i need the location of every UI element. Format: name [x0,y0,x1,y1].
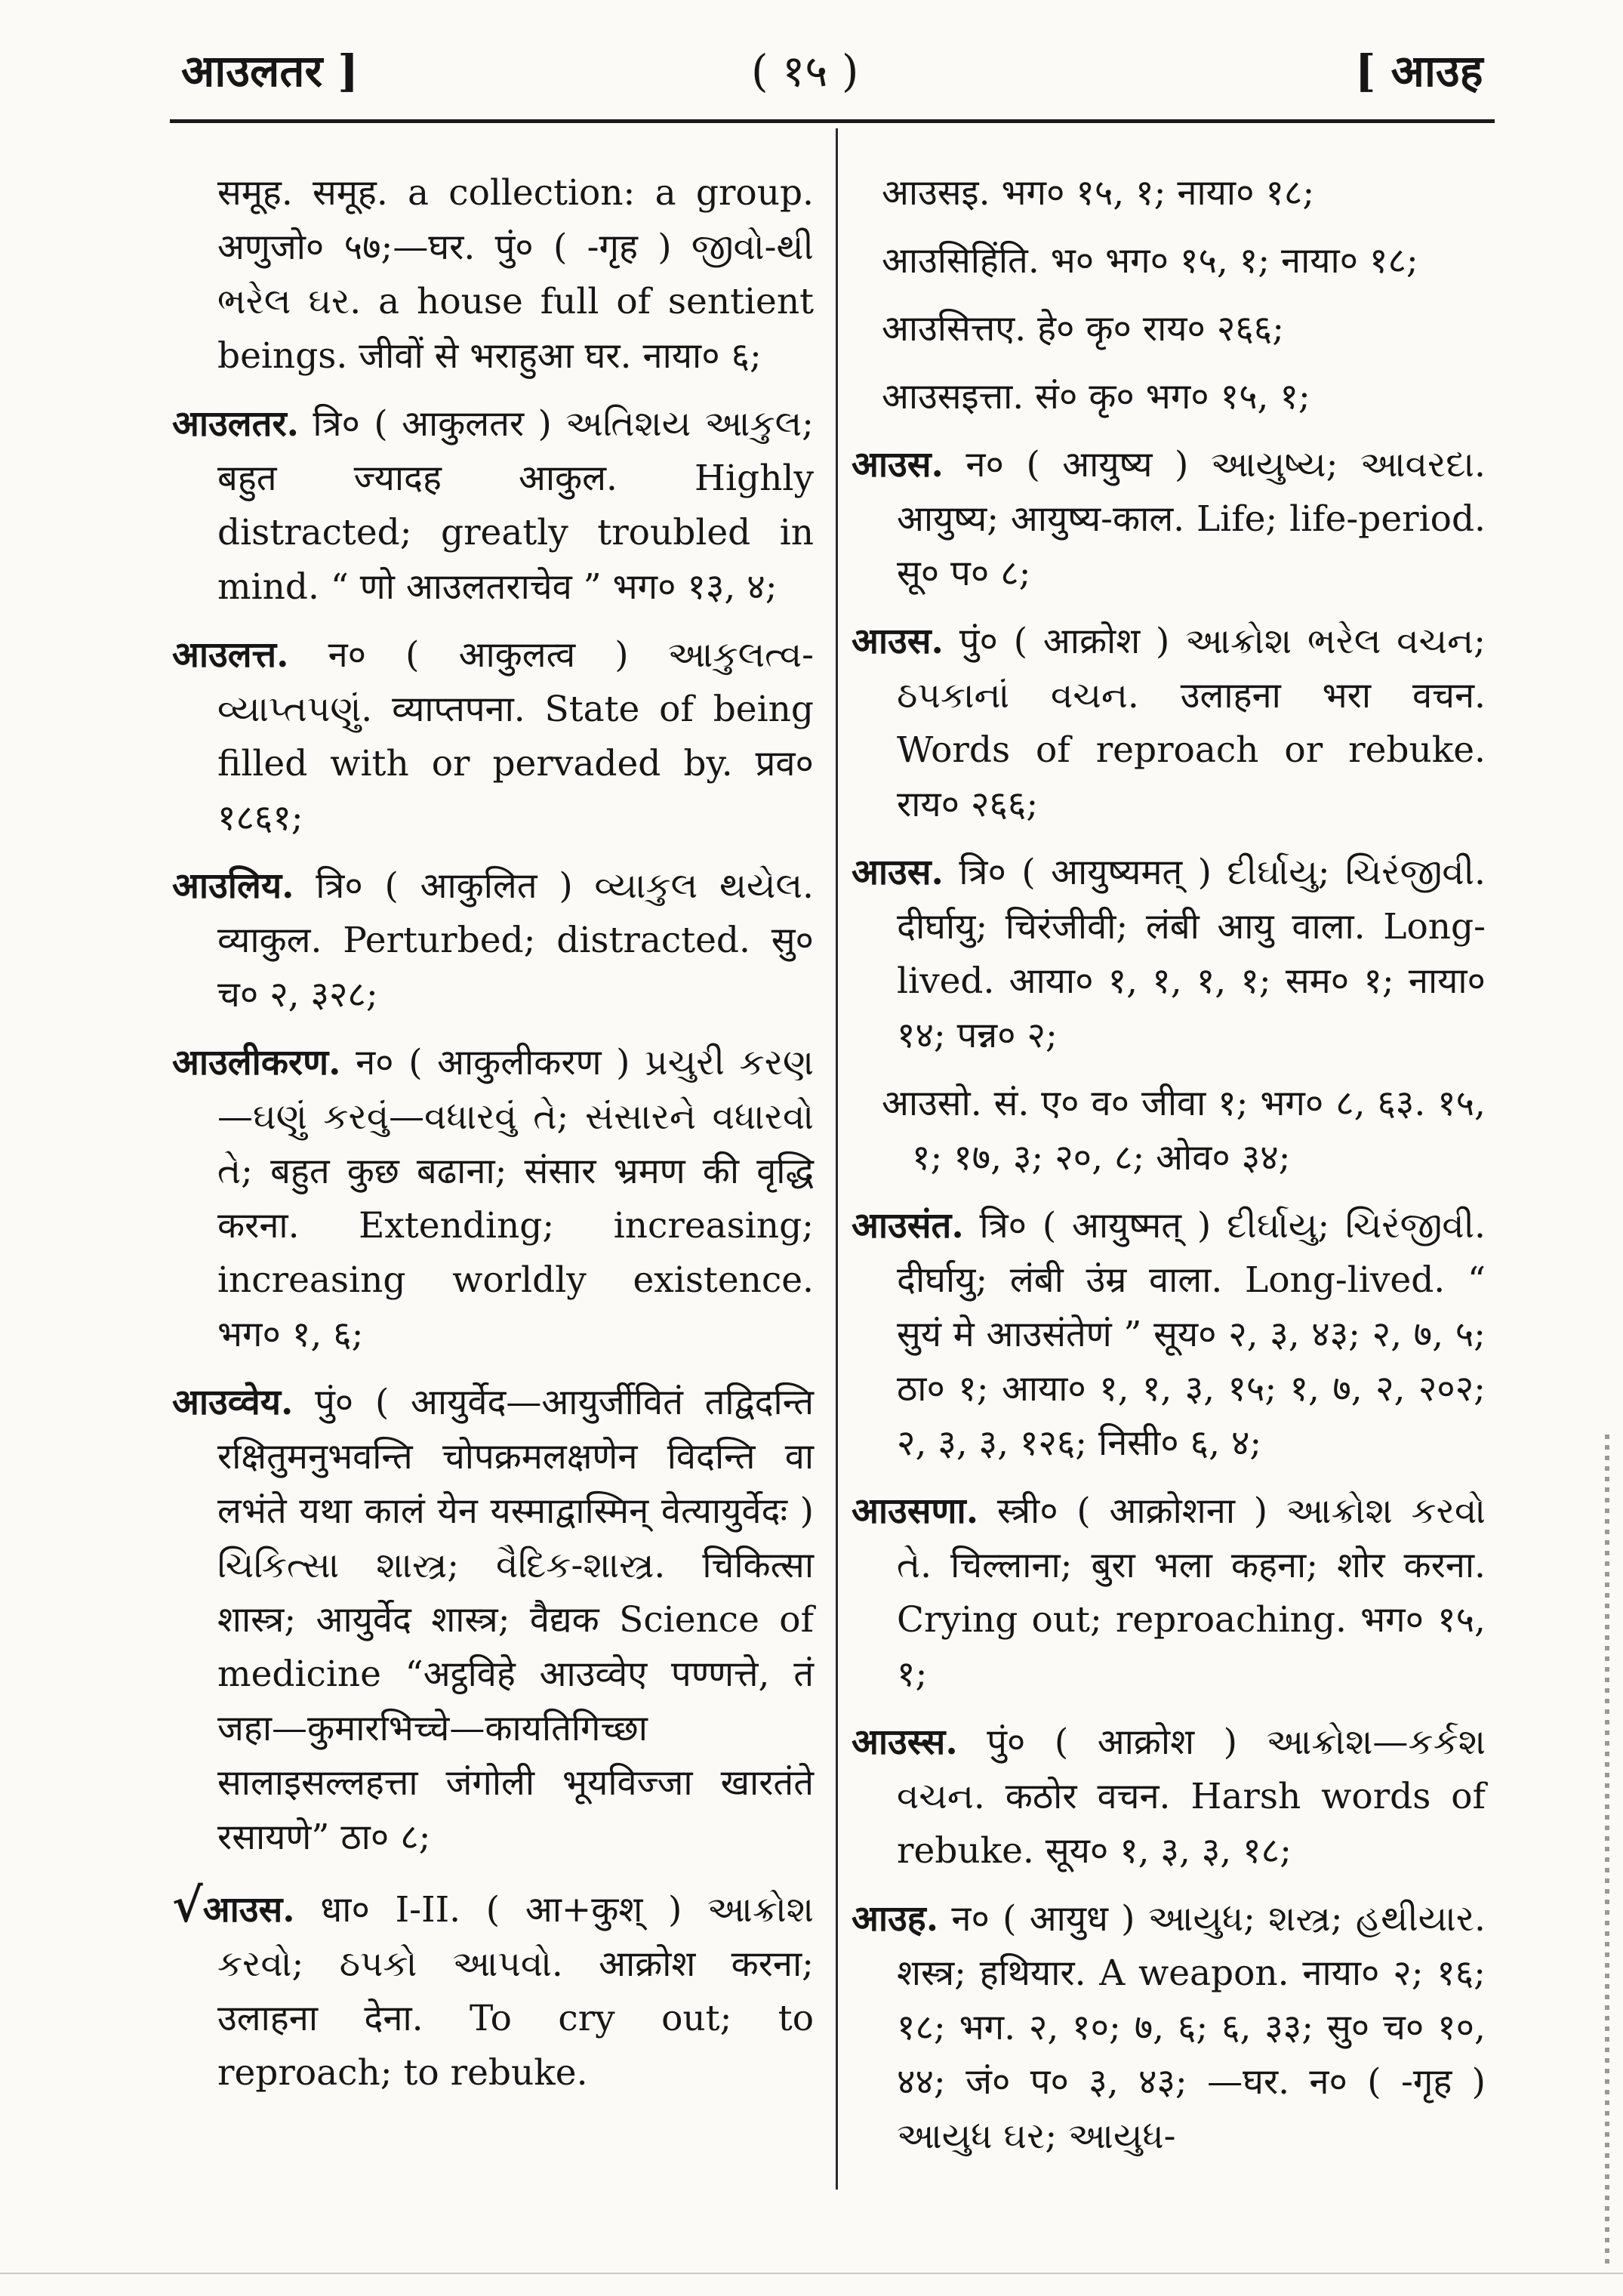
entry-headword: आउलिय. [172,865,294,907]
entry-headword: आउस्स. [852,1721,958,1763]
header-left-guideword: आउलतर ] [181,45,359,97]
entry-headword: आउसणा. [852,1490,979,1532]
binding-edge [1605,1435,1609,2265]
entry-headword: आउस. [202,1889,295,1931]
entry-headword: आउलत्त. [172,634,289,676]
checkmark-icon: √ [172,1878,203,1933]
dictionary-entry: आउह. न० ( आयुध ) આયુધ; શસ્ત્ર; હથીયાર. शस्त्र; हथियार. A weapon. नाया० २; १६; १८; भग. २, १०; ७, ६; ६, ३३; सु० च० १०, ४४; जं० प० ३, ४३; —घर. न० ( -गृह ) આયુધ ઘર; આયુધ- [852,1898,1486,2157]
column-divider [836,128,838,2190]
dictionary-subentry: आउसिहिंति. भ० भग० १५, १; नाया० १८; [882,240,1418,282]
header-right-guideword: [ आउह [1355,45,1483,97]
dictionary-subentry: आउसइ. भग० १५, १; नाया० १८; [882,172,1315,214]
dictionary-subentry: आउसो. सं. ए० व० जीवा १; भग० ८, ६३. १५, १; १७, ३; २०, ८; ओव० ३४; [882,1083,1486,1179]
dictionary-entry: आउसंत. त्रि० ( आयुष्मत् ) દીર્ઘાયુ; ચિરંજીવી. दीर्घायु; लंबी उंम्र वाला. Long-lived. “ सुयं मे आउसंतेणं ” सूय० २, ३, ४३; २, ७, ५; ठा० १; आया० १, १, ३, १५; १, ७, २, २०२; २, ३, ३, १२६; निसी० ६, ४; [852,1205,1486,1464]
entry-headword: आउलीकरण. [172,1042,341,1083]
dictionary-entry: आउसणा. स्त्री० ( आक्रोशना ) આક્રોશ કરવો તે. चिल्लाना; बुरा भला कहना; शोर करना. Crying out; reproaching. भग० १५, १; [852,1490,1486,1695]
dictionary-subentry: आउसित्तए. हे० कृ० राय० २६६; [882,308,1285,350]
header-rule [170,119,1495,123]
right-column [852,166,1486,2177]
left-column [172,166,814,2114]
entry-headword: आउस. [852,444,944,485]
entry-headword: आउह. [852,1898,939,1940]
entry-headword: आउस. [852,852,944,893]
dictionary-entry: आउस. पुं० ( आक्रोश ) આક્રોશ ભરેલ વચન; ઠપકાનાં વચન. उलाहना भरा वचन. Words of reproach or rebuke. राय० २६६; [852,621,1486,825]
dictionary-entry: आउस. न० ( आयुष्य ) આયુષ્ય; આવરદા. आयुष्य; आयुष्य-काल. Life; life-period. सू० प० ८; [852,444,1486,594]
dictionary-entry: आउलतर. त्रि० ( आकुलतर ) અતિશય આકુલ; बहुत ज्यादह आकुल. Highly distracted; greatly troubled in mind. “ णो आउलतराचेव ” भग० १३, ४; [172,403,814,608]
page-number: ( १५ ) [751,45,859,97]
entry-headword: आउसंत. [852,1205,964,1247]
entry-headword: आउलतर. [172,403,300,445]
dictionary-entry: समूह. समूह. a collection: a group. अणुजो० ५७;—घर. पुं० ( -गृह ) જીવો-થી ભરેલ ઘર. a house full of sentient beings. जीवों से भराहुआ घर. नाया० ६; [217,172,814,377]
entry-headword: आउस. [852,621,944,662]
dictionary-entry: आउलिय. त्रि० ( आकुलित ) વ્યાકુલ થયેલ. व्याकुल. Perturbed; distracted. सु० च० २, ३२८; [172,865,814,1015]
dictionary-subentry: आउसइत्ता. सं० कृ० भग० १५, १; [882,376,1310,418]
dictionary-entry: आउव्वेय. पुं० ( आयुर्वेद—आयुर्जीवितं तद्विदन्ति रक्षितुमनुभवन्ति चोपक्रमलक्षणेन विदन्ति वा लभंते यथा कालं येन यस्माद्वास्मिन् वेत्यायुर्वेदः ) ચિકિત્સા શાસ્ત્ર; વૈદિક-શાસ્ત્ર. चिकित्सा शास्त्र; आयुर्वेद शास्त्र; वैद्यक Science of medicine “अट्ठविहे आउव्वेए पण्णत्ते, तं जहा—कुमारभिच्चे—कायतिगिच्छा सालाइसल्लहत्ता जंगोली भूयविज्जा खारतंते रसायणे” ठा० ८; [172,1382,814,1858]
dictionary-entry: आउस. त्रि० ( आयुष्यमत् ) દીર્ઘાયુ; ચિરંજીવી. दीर्घायु; चिरंजीवी; लंबी आयु वाला. Long-lived. आया० १, १, १, १; सम० १; नाया० १४; पन्न० २; [852,852,1486,1056]
dictionary-entry: √आउस. धा० I-II. ( आ+कुश् ) આક્રોશ કરવો; ઠપકો આપવો. आक्रोश करना; उलाहना देना. To cry out; to reproach; to rebuke. [172,1878,814,2094]
page-header [0,30,1623,113]
entry-headword: आउव्वेय. [172,1382,294,1423]
dictionary-entry: आउलत्त. न० ( आकुलत्व ) આકુલત્વ-વ્યાપ્તપણું. व्याप्तपना. State of being filled with or pervaded by. प्रव० १८६१; [172,634,814,839]
dictionary-entry: आउस्स. पुं० ( आक्रोश ) આક્રોશ—કર્કશ વચન. कठोर वचन. Harsh words of rebuke. सूय० १, ३, ३, १८; [852,1721,1486,1872]
page-bottom-edge [0,2273,1623,2274]
dictionary-entry: आउलीकरण. न० ( आकुलीकरण ) પ્રચુરી કરણ—ઘણું કરવું—વધારવું તે; સંસારને વધારવો તે; बहुत कुछ बढाना; संसार भ्रमण की वृद्धि करना. Extending; increasing; increasing worldly existence. भग० १, ६; [172,1042,814,1355]
